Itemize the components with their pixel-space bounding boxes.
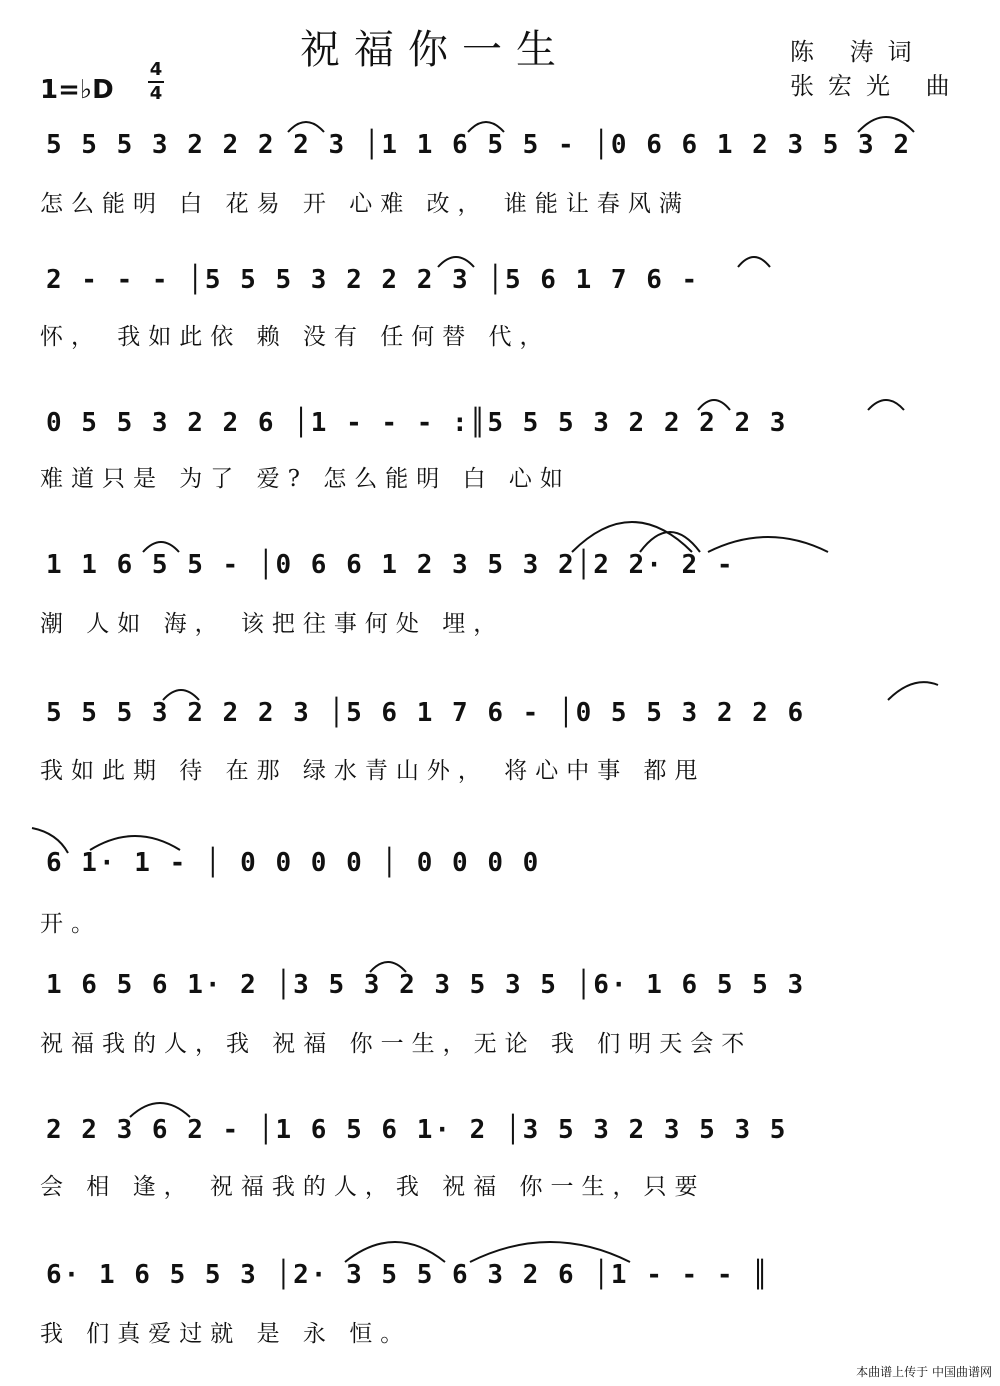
score-row-3-lyrics: 难道只是 为了 爱? 怎么能明 白 心如 bbox=[40, 466, 571, 492]
score-row-7-lyrics: 祝福我的人，我 祝福 你一生，无论 我 们明天会不 bbox=[40, 1031, 753, 1057]
score-row-2-lyrics: 怀， 我如此依 赖 没有 任何替 代， bbox=[40, 324, 551, 350]
score-row-6-notes: 6 1· 1 - │ 0 0 0 0 │ 0 0 0 0 bbox=[46, 848, 541, 878]
slur-mark bbox=[698, 400, 730, 410]
slur-mark bbox=[708, 537, 828, 552]
score-row-6-lyrics: 开。 bbox=[40, 911, 102, 937]
slur-mark bbox=[438, 257, 474, 267]
score-row-1-lyrics: 怎么能明 白 花易 开 心难 改， 谁能让春风满 bbox=[40, 191, 690, 217]
composer-credit: 张宏光 曲 bbox=[790, 72, 964, 100]
slur-mark bbox=[738, 257, 770, 267]
key-signature: 1=♭D bbox=[40, 75, 114, 105]
slur-mark bbox=[888, 682, 938, 700]
score-row-5-lyrics: 我如此期 待 在那 绿水青山外， 将心中事 都甩 bbox=[40, 758, 706, 784]
slur-mark bbox=[868, 400, 904, 410]
slur-mark bbox=[468, 122, 504, 132]
slur-mark bbox=[32, 828, 68, 853]
slur-mark bbox=[163, 690, 199, 700]
score-row-7-notes: 1 6 5 6 1· 2 │3 5 3 2 3 5 3 5 │6· 1 6 5 5 3 bbox=[46, 970, 806, 1000]
slur-mark bbox=[858, 117, 914, 132]
meter-denominator: 4 bbox=[149, 83, 163, 104]
song-title: 祝福你一生 bbox=[300, 27, 570, 73]
slur-mark bbox=[130, 1103, 190, 1117]
score-row-8-lyrics: 会 相 逢， 祝福我的人，我 祝福 你一生，只要 bbox=[40, 1174, 706, 1200]
score-row-9-notes: 6· 1 6 5 5 3 │2· 3 5 5 6 3 2 6 │1 - - - ║ bbox=[46, 1260, 770, 1290]
score-row-5-notes: 5 5 5 3 2 2 2 3 │5 6 1 7 6 - │0 5 5 3 2 2 6 bbox=[46, 698, 806, 728]
score-row-3-notes: 0 5 5 3 2 2 6 │1 - - - :║5 5 5 3 2 2 2 2 3 bbox=[46, 408, 788, 438]
slur-mark bbox=[345, 1242, 445, 1262]
score-row-1-notes: 5 5 5 3 2 2 2 2 3 │1 1 6 5 5 - │0 6 6 1 2 3 5 3 2 bbox=[46, 130, 912, 160]
score-row-4-lyrics: 潮 人如 海， 该把往事何处 埋， bbox=[40, 611, 505, 637]
slur-mark bbox=[90, 836, 180, 850]
slur-mark bbox=[470, 1242, 630, 1262]
slur-mark bbox=[572, 522, 692, 552]
slur-mark bbox=[143, 542, 179, 552]
slur-mark bbox=[370, 962, 406, 972]
score-row-4-notes: 1 1 6 5 5 - │0 6 6 1 2 3 5 3 2│2 2· 2 - bbox=[46, 550, 735, 580]
lyricist-credit: 陈 涛词 bbox=[790, 38, 926, 66]
meter-numerator: 4 bbox=[149, 59, 163, 80]
slur-mark bbox=[288, 122, 324, 132]
score-row-8-notes: 2 2 3 6 2 - │1 6 5 6 1· 2 │3 5 3 2 3 5 3 5 bbox=[46, 1115, 788, 1145]
upload-footer: 本曲谱上传于 中国曲谱网 bbox=[856, 1365, 992, 1379]
score-row-2-notes: 2 - - - │5 5 5 3 2 2 2 3 │5 6 1 7 6 - bbox=[46, 265, 700, 295]
score-row-9-lyrics: 我 们真爱过就 是 永 恒。 bbox=[40, 1321, 412, 1347]
